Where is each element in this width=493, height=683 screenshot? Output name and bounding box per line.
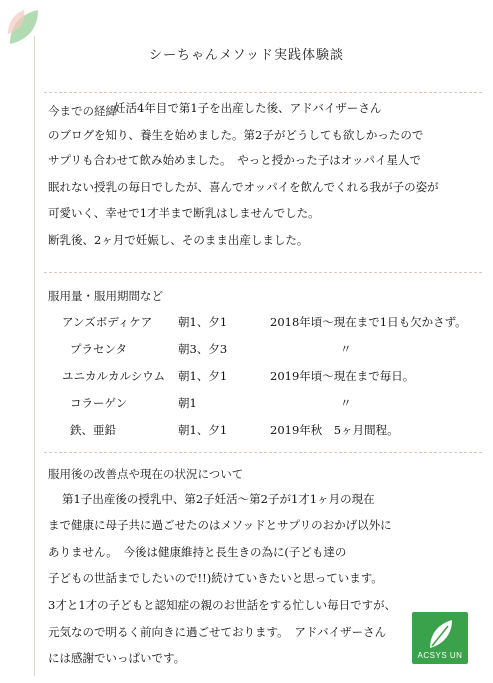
section-divider [44,272,482,273]
supplement-name: プラセンタ [70,342,128,356]
improvement-heading: 服用後の改善点や現在の状況について [48,467,244,481]
supplement-name: アンズボディケア [62,315,153,329]
leaf-logo-icon [412,614,468,654]
history-heading: 今までの経緯 [48,104,117,118]
dose-period: 2019年頃～現在まで毎日。 [270,369,415,383]
dose-amount: 朝1、夕1 [178,369,228,383]
supplement-name: 鉄、亜鉛 [70,423,116,437]
history-line: のブログを知り、養生を始めました。第2子がどうしても欲しかったので [48,128,424,142]
improvement-line: ありません。 今後は健康維持と長生きの為に(子ども達の [48,545,347,559]
history-line: 眠れない授乳の毎日でしたが、喜んでオッパイを飲んでくれる我が子の姿が [48,180,439,194]
improvement-line: 第1子出産後の授乳中、第2子妊活～第2子が1才1ヶ月の現在 [62,492,375,506]
improvement-line: 元気なので明るく前向きに過ごせております。 アドバイザーさん [48,625,387,639]
supplement-name: コラーゲン [70,396,128,410]
section-divider [44,452,482,453]
history-line: 断乳後、2ヶ月で妊娠し、そのまま出産しました。 [48,233,309,247]
dose-period: 2018年頃～現在まで1日も欠かさず。 [270,315,467,329]
improvement-line: まで健康に母子共に過ごせたのはメソッドとサプリのおかげ以外に [48,518,392,532]
logo-text: ACSYS UN [417,651,463,660]
section-divider [44,92,482,93]
dose-amount: 朝1、夕1 [178,423,228,437]
history-line: サプリも合わせて飲み始めました。 やっと授かった子はオッパイ星人で [48,153,421,167]
supplement-name: ユニカルカルシウム [62,369,166,383]
improvement-line: には感謝でいっぱいです。 [48,651,186,665]
dosage-heading: 服用量・服用期間など [48,289,163,303]
dose-period: 〃 [340,342,352,356]
improvement-line: 3才と1才の子どもと認知症の親のお世話をする忙しい毎日ですが、 [48,598,397,612]
improvement-line: 子どもの世話までしたいので!!)続けていきたいと思っています。 [48,571,383,585]
history-line: 妊活4年目で第1子を出産した後、アドバイザーさん [114,101,382,115]
history-line: 可愛いく、幸せで1才半まで断乳はしませんでした。 [48,206,320,220]
dose-amount: 朝1、夕1 [178,315,228,329]
dose-amount: 朝3、夕3 [178,342,228,356]
acsys-logo [412,612,468,664]
dose-period: 2019年秋 5ヶ月間程。 [270,423,399,437]
dose-period: 〃 [340,396,352,410]
document-title: シーちゃんメソッド実践体験談 [149,48,344,63]
dose-amount: 朝1 [178,396,197,410]
